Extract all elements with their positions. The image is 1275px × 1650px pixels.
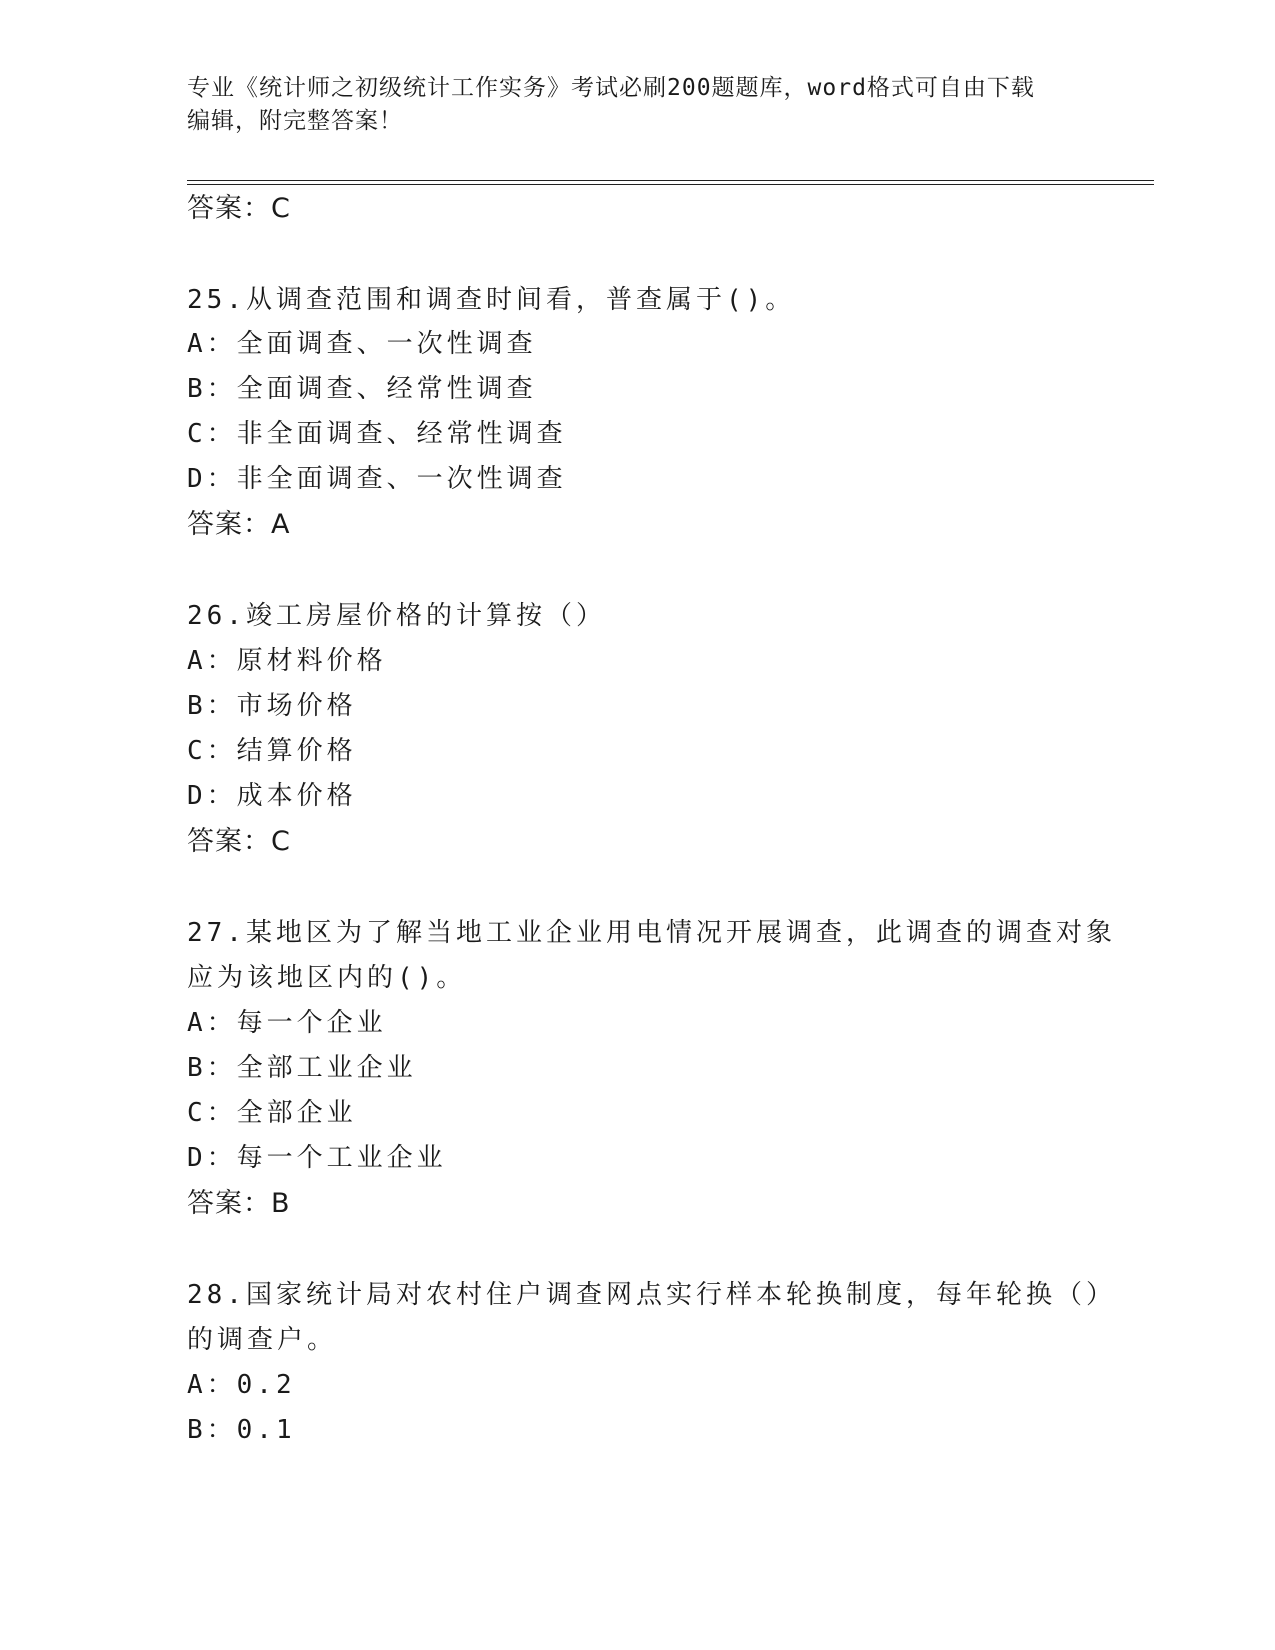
question-25-answer: 答案：A [187, 509, 291, 540]
question-28-option-a: A：0.2 [187, 1370, 296, 1400]
question-26-stem: 26.竣工房屋价格的计算按（） [187, 601, 606, 631]
header-rule-bottom [187, 184, 1154, 185]
header-line-2: 编辑，附完整答案！ [187, 108, 403, 134]
question-25-option-d: D：非全面调查、一次性调查 [187, 464, 567, 494]
question-27-option-c: C：全部企业 [187, 1098, 357, 1128]
question-25-option-c: C：非全面调查、经常性调查 [187, 419, 567, 449]
question-25-option-b: B：全面调查、经常性调查 [187, 374, 537, 404]
answer-prev: 答案：C [187, 193, 291, 224]
header-line-1: 专业《统计师之初级统计工作实务》考试必刷200题题库，word格式可自由下载 [187, 75, 1035, 101]
question-27-answer: 答案：B [187, 1188, 291, 1219]
question-26-option-c: C：结算价格 [187, 736, 357, 766]
document-header [187, 72, 1087, 138]
question-28-stem-line-2: 的调查户。 [187, 1325, 338, 1355]
question-27-option-a: A：每一个企业 [187, 1008, 387, 1038]
question-26-option-a: A：原材料价格 [187, 646, 387, 676]
question-26-answer: 答案：C [187, 826, 291, 857]
question-26-option-d: D：成本价格 [187, 781, 357, 811]
question-26-option-b: B：市场价格 [187, 691, 357, 721]
question-27-option-b: B：全部工业企业 [187, 1053, 417, 1083]
question-28-stem-line-1: 28.国家统计局对农村住户调查网点实行样本轮换制度，每年轮换（） [187, 1280, 1116, 1310]
question-28-option-b: B：0.1 [187, 1415, 296, 1445]
question-27-stem-line-1: 27.某地区为了解当地工业企业用电情况开展调查，此调查的调查对象 [187, 918, 1116, 948]
question-25-option-a: A：全面调查、一次性调查 [187, 329, 537, 359]
question-25-stem: 25.从调查范围和调查时间看，普查属于()。 [187, 285, 796, 315]
question-27-stem-line-2: 应为该地区内的()。 [187, 963, 467, 993]
question-27-option-d: D：每一个工业企业 [187, 1143, 447, 1173]
header-rule-top [187, 180, 1154, 181]
